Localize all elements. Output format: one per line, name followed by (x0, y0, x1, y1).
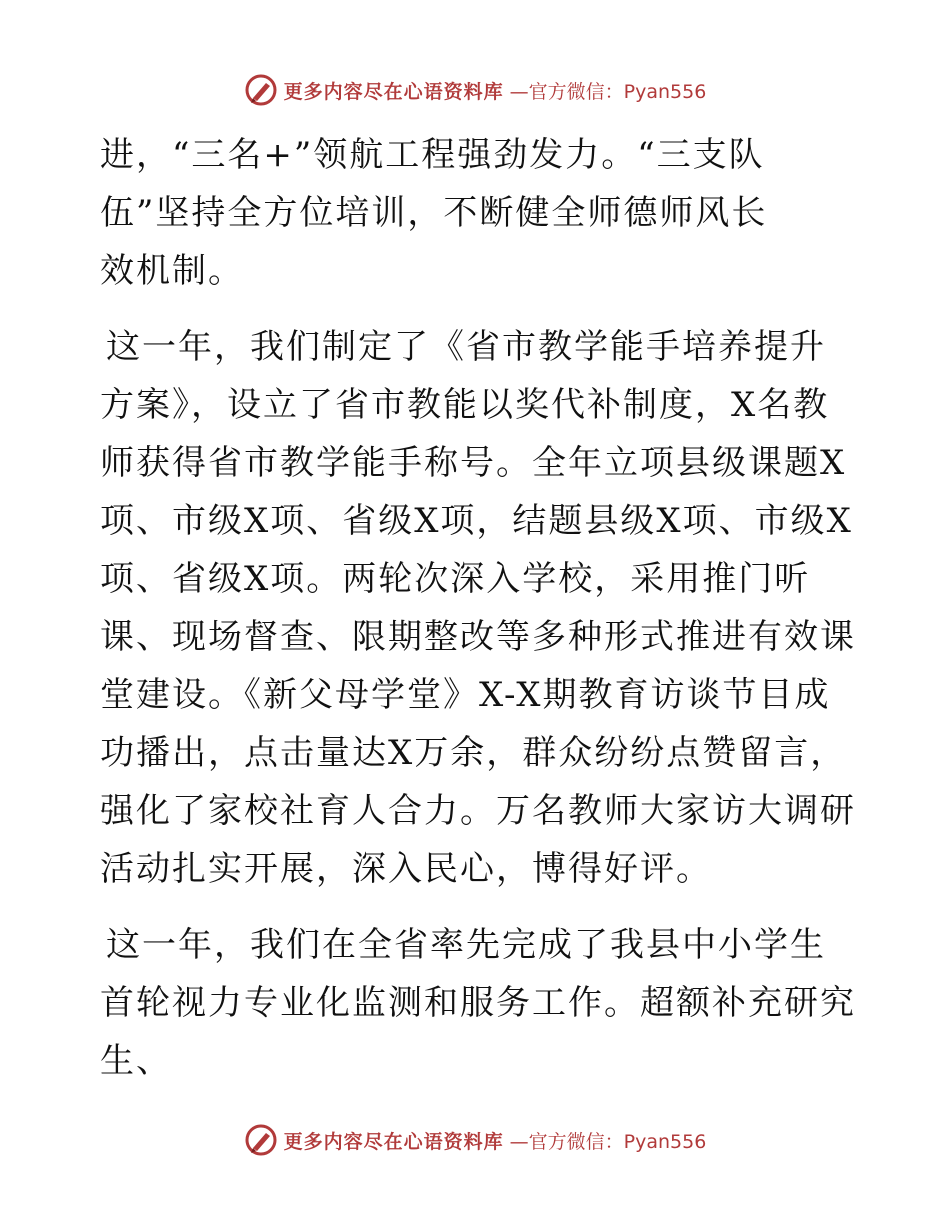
pen-logo-icon (244, 73, 278, 107)
watermark-header (0, 70, 950, 110)
pen-logo-icon (244, 1123, 278, 1157)
paragraph-3: 这一年，我们在全省率先完成了我县中小学生首轮视力专业化监测和服务工作。超额补充研究生、 (100, 925, 856, 1081)
watermark-main-text: 更多内容尽在心语资料库 (283, 1130, 504, 1153)
watermark-main-text: 更多内容尽在心语资料库 (283, 80, 504, 103)
document-body (100, 126, 860, 1108)
paragraph-2: 这一年，我们制定了《省市教学能手培养提升方案》，设立了省市教能以奖代补制度，X名教师获得省市教学能手称号。全年立项县级课题X项、市级X项、省级X项，结题县级X项、市级X项、省级X项。两轮次深入学校，采用推门听课、现场督查、限期整改等多种形式推进有效课堂建设。《新父母学堂》X-X期教育访谈节目成功播出，点击量达X万余，群众纷纷点赞留言，强化了家校社育人合力。万名教师大家访大调研活动扎实开展，深入民心，博得好评。 (100, 327, 856, 889)
watermark-footer (0, 1120, 950, 1160)
watermark-contact-text: —官方微信：Pyan556 (509, 1130, 707, 1153)
watermark-contact-text: —官方微信：Pyan556 (509, 80, 707, 103)
paragraph-1: 进，“三名+”领航工程强劲发力。“三支队伍”坚持全方位培训，不断健全师德师风长效机制。 (100, 135, 768, 291)
